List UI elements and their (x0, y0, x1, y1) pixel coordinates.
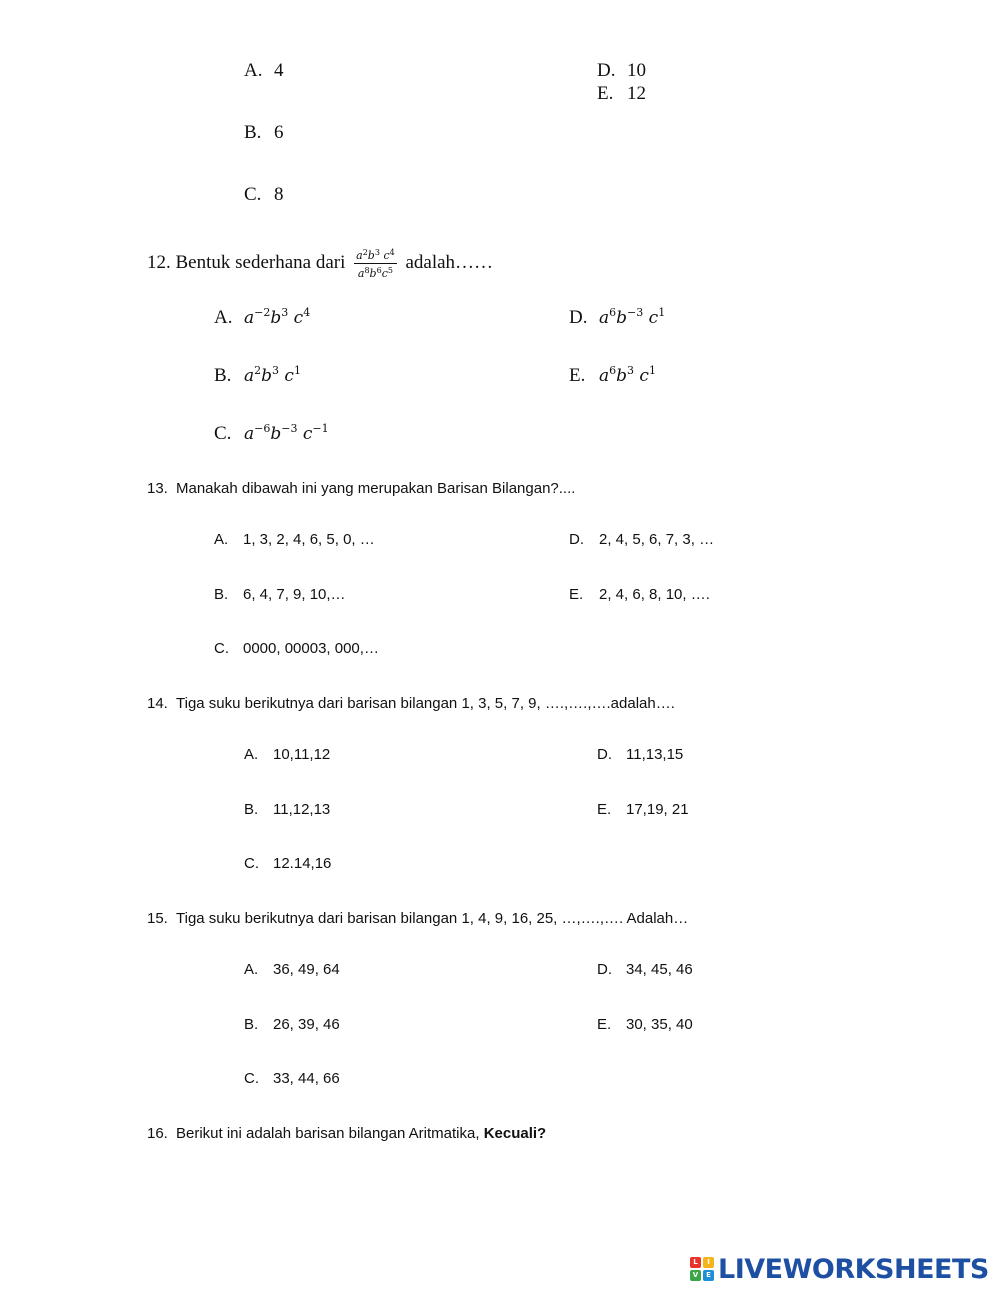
q12-option-e[interactable]: E. $a^6b^3$ $c^1$ (569, 364, 656, 386)
q14-option-a[interactable]: A. 10,11,12 (244, 746, 331, 763)
q13-option-d[interactable]: D. 2, 4, 5, 6, 7, 3, … (569, 531, 715, 548)
q12-option-a[interactable]: A. $a^{-2}b^3$ $c^4$ (214, 306, 311, 328)
q13-option-e[interactable]: E. 2, 4, 6, 8, 10, …. (569, 586, 710, 603)
q14-option-b[interactable]: B. 11,12,13 (244, 801, 331, 818)
logo-square-i: I (703, 1257, 714, 1268)
q12-fraction (354, 246, 397, 281)
q12-option-c[interactable]: C. $a^{-6}b^{-3}$ $c^{-1}$ (214, 422, 329, 444)
q14-question: 14. Tiga suku berikutnya dari barisan bilangan 1, 3, 5, 7, 9, ….,….,….adalah…. (147, 695, 675, 712)
q11-option-c[interactable]: C. 8 (244, 184, 284, 205)
q15-option-c[interactable]: C. 33, 44, 66 (244, 1070, 340, 1087)
q12-fraction-numerator: $a^2b^3$ $c^4$ (356, 248, 395, 262)
q11-option-e[interactable]: E. 12 (597, 83, 646, 104)
logo-text: LIVEWORKSHEETS (718, 1253, 989, 1285)
logo-grid-icon (690, 1257, 714, 1281)
q12-option-b[interactable]: B. $a^2b^3$ $c^1$ (214, 364, 301, 386)
q16-question: 16. Berikut ini adalah barisan bilangan Aritmatika, Kecuali? (147, 1125, 547, 1142)
q15-option-e[interactable]: E. 30, 35, 40 (597, 1016, 693, 1033)
logo-square-v: V (690, 1270, 701, 1281)
q12-option-d[interactable]: D. $a^6b^{-3}$ $c^1$ (569, 306, 666, 328)
q15-option-b[interactable]: B. 26, 39, 46 (244, 1016, 340, 1033)
logo-square-l: L (690, 1257, 701, 1268)
q12-question: 12. Bentuk sederhana dari $\frac{a^2b^3 c^4}{a^8b^6c^5}$ adalah…… (147, 248, 494, 280)
q14-option-e[interactable]: E. 17,19, 21 (597, 801, 689, 818)
q11-option-b[interactable]: B. 6 (244, 122, 284, 143)
q13-option-b[interactable]: B. 6, 4, 7, 9, 10,… (214, 586, 346, 603)
q11-option-a[interactable]: A. 4 (244, 60, 284, 81)
logo-square-e: E (703, 1270, 714, 1281)
q13-option-a[interactable]: A. 1, 3, 2, 4, 6, 5, 0, … (214, 531, 375, 548)
q15-option-d[interactable]: D. 34, 45, 46 (597, 961, 693, 978)
q13-option-c[interactable]: C. 0000, 00003, 000,… (214, 640, 379, 657)
q14-option-d[interactable]: D. 11,13,15 (597, 746, 684, 763)
q12-fraction-denominator: $a^8b^6c^5$ (357, 266, 393, 280)
liveworksheets-logo[interactable] (690, 1253, 990, 1285)
q15-option-a[interactable]: A. 36, 49, 64 (244, 961, 340, 978)
q14-option-c[interactable]: C. 12.14,16 (244, 855, 332, 872)
q11-option-d[interactable]: D. 10 (597, 60, 646, 81)
q15-question: 15. Tiga suku berikutnya dari barisan bilangan 1, 4, 9, 16, 25, …,….,…. Adalah… (147, 910, 689, 927)
q13-question: 13. Manakah dibawah ini yang merupakan Barisan Bilangan?.... (147, 480, 576, 497)
